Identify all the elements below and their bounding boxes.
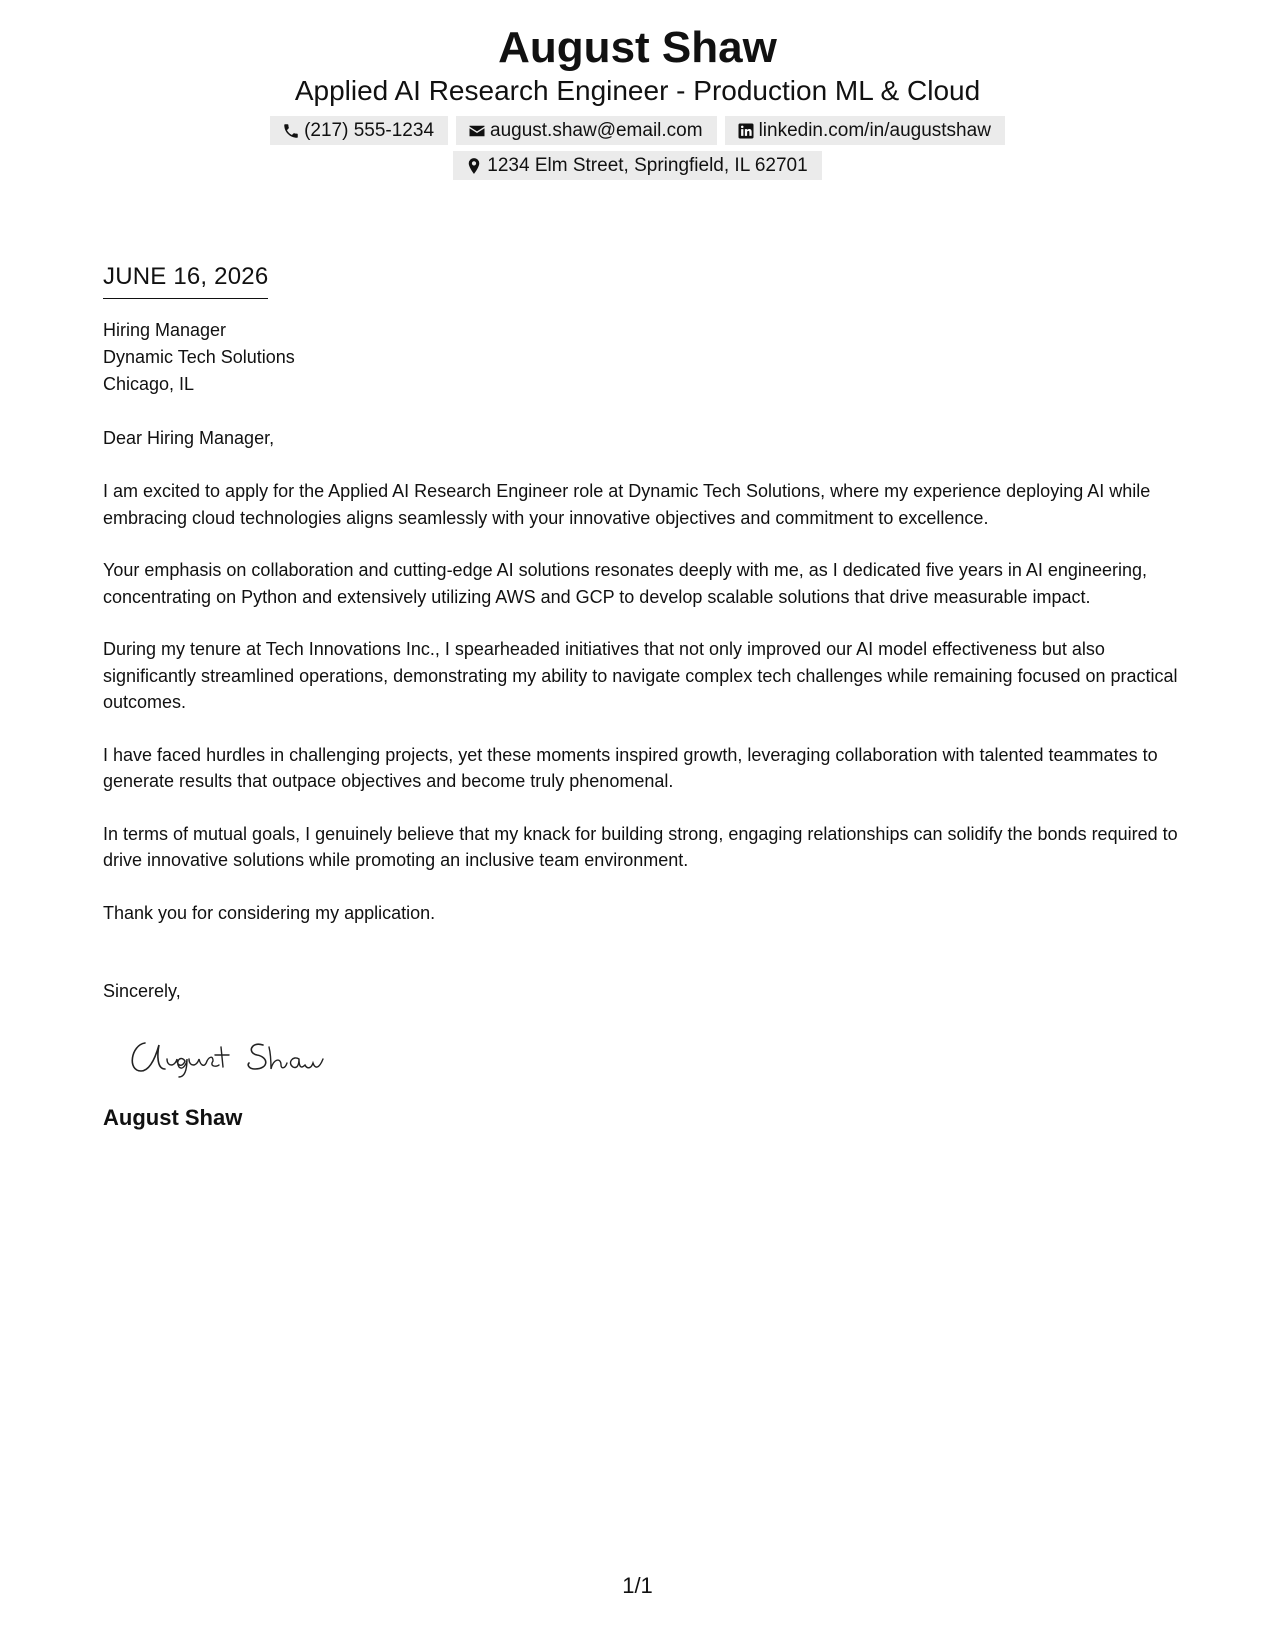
recipient-company: Dynamic Tech Solutions [103, 347, 295, 367]
recipient-location: Chicago, IL [103, 374, 195, 394]
body-paragraph: I have faced hurdles in challenging projects, yet these moments inspired growth, leveraging collaboration with talented teammates to generate results that outpace objectives and become truly phenomenal. [103, 744, 1158, 791]
linkedin-icon [737, 122, 755, 140]
body-paragraph: In terms of mutual goals, I genuinely believe that my knack for building strong, engaging relationships can solidify the bonds required to drive innovative solutions while promoting an inclusive team environment. [103, 823, 1178, 870]
contact-row-address [0, 151, 1275, 180]
contact-linkedin-text: linkedin.com/in/augustshaw [758, 120, 991, 141]
salutation: Dear Hiring Manager, [103, 428, 275, 448]
contact-row [0, 116, 1275, 145]
envelope-icon [468, 122, 486, 140]
letter-date: JUNE 16, 2026 [103, 262, 268, 299]
map-pin-icon [465, 157, 483, 175]
applicant-headline: Applied AI Research Engineer - Production ML & Cloud [294, 75, 981, 106]
contact-address [453, 151, 821, 180]
page-number: 1/1 [622, 1573, 653, 1598]
contact-email [456, 116, 717, 145]
applicant-name: August Shaw [498, 23, 777, 72]
signoff-name: August Shaw [103, 1105, 243, 1130]
letter-header [0, 22, 1275, 180]
recipient-block [103, 317, 1183, 398]
closing: Sincerely, [103, 981, 181, 1001]
body-paragraph: Thank you for considering my application. [103, 902, 436, 923]
body-paragraph: Your emphasis on collaboration and cutting-edge AI solutions resonates deeply with me, as I dedicated five years in AI engineering, concentrating on Python and extensively utilizing AWS and GCP to develop scalable solutions that drive measurable impact. [103, 560, 1147, 607]
contact-phone-text: (217) 555-1234 [304, 120, 435, 141]
contact-phone [270, 116, 448, 145]
body-paragraph: I am excited to apply for the Applied AI Research Engineer role at Dynamic Tech Solutions, where my experience deploying AI while embracing cloud technologies aligns seamlessly with your innovative objectives and commitment to excellence. [103, 481, 1151, 528]
contact-email-text: august.shaw@email.com [490, 120, 703, 141]
body-paragraph: During my tenure at Tech Innovations Inc., I spearheaded initiatives that not only improved our AI model effectiveness but also significantly streamlined operations, demonstrating my ability to navigate complex tech challenges while remaining focused on practical outcomes. [103, 639, 1178, 712]
contact-address-text: 1234 Elm Street, Springfield, IL 62701 [487, 155, 808, 176]
recipient-title: Hiring Manager [103, 320, 227, 340]
handwritten-signature [123, 1025, 363, 1081]
contact-linkedin [725, 116, 1005, 145]
letter-body [103, 262, 1183, 1132]
phone-icon [282, 122, 300, 140]
